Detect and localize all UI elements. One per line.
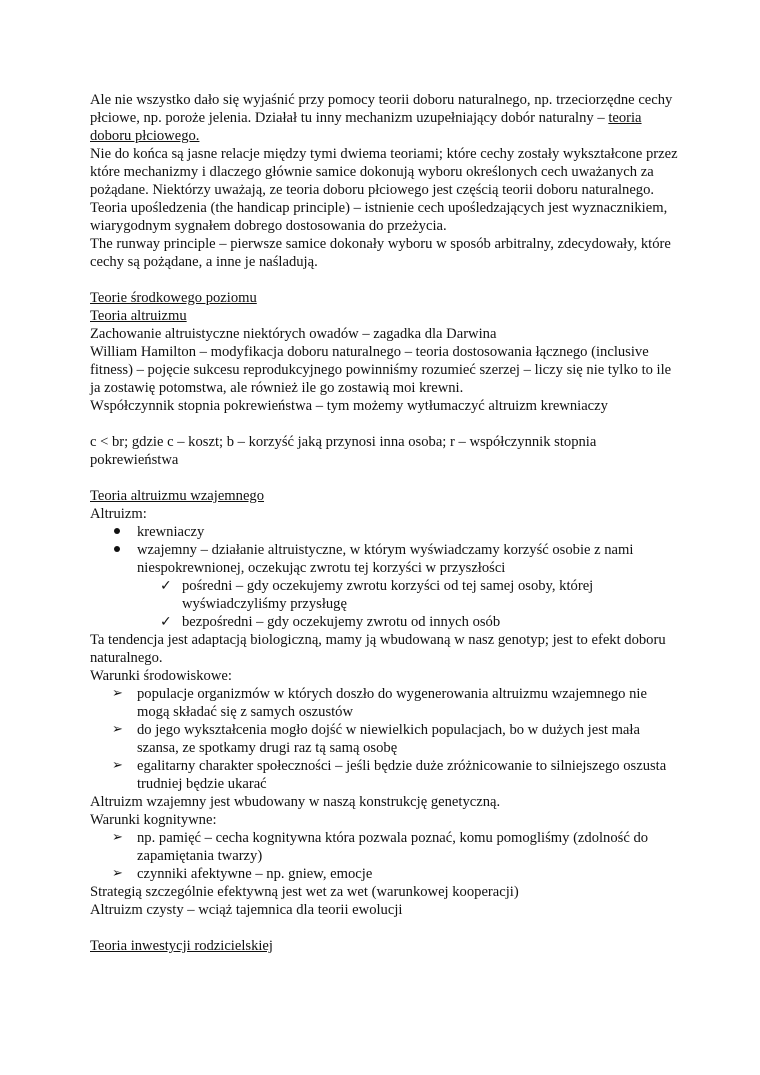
heading-middle-level: Teorie środkowego poziomu xyxy=(90,290,257,306)
list-item: ➢ do jego wykształcenia mogło dojść w niewielkich populacjach, bo w dużych jest mała szansa, ze spotkamy drugi raz tą samą osobę xyxy=(112,722,640,756)
heading-parental-investment: Teoria inwestycji rodzicielskiej xyxy=(90,938,273,954)
checkmark-icon: ✓ xyxy=(160,614,172,630)
list-item: ➢ np. pamięć – cecha kognitywna która pozwala poznać, komu pomogliśmy (zdolność do zapamiętania twarzy) xyxy=(112,830,649,864)
list-item: ✓ bezpośredni – gdy oczekujemy zwrotu od innych osób xyxy=(160,614,501,630)
sexual-selection-term: teoria doboru płciowego. xyxy=(90,110,642,144)
paragraph-runway: The runway principle – pierwsze samice dokonały wyboru w sposób arbitralny, zdecydowały, które cechy są pożądane, a inne je naśladują. xyxy=(90,236,671,270)
arrow-bullet-icon: ➢ xyxy=(112,686,123,701)
bullet-icon xyxy=(114,528,120,534)
list-item: ➢ populacje organizmów w których doszło do wygenerowania altruizmu wzajemnego nie mogą składać się z samych oszustów xyxy=(112,686,647,720)
paragraph-handicap: Teoria upośledzenia (the handicap principle) – istnienie cech upośledzających jest wyznacznikiem, wiarygodnym sygnałem dobrego dostosowania do przeżycia. xyxy=(90,200,668,234)
label-cognitive-conditions: Warunki kognitywne: xyxy=(90,812,217,828)
spacer xyxy=(90,469,680,487)
paragraph-pure-altruism: Altruizm czysty – wciąż tajemnica dla teorii ewolucji xyxy=(90,902,403,918)
arrow-bullet-icon: ➢ xyxy=(112,866,123,881)
spacer xyxy=(90,271,680,289)
label-environmental-conditions: Warunki środowiskowe: xyxy=(90,668,232,684)
spacer xyxy=(90,415,680,433)
checkmark-icon: ✓ xyxy=(160,578,172,594)
label-altruism: Altruizm: xyxy=(90,506,147,522)
list-item: ✓ pośredni – gdy oczekujemy zwrotu korzyści od tej samej osoby, której wyświadczyliśmy przysługę xyxy=(160,578,594,612)
heading-reciprocal-altruism: Teoria altruizmu wzajemnego xyxy=(90,488,265,504)
arrow-bullet-icon: ➢ xyxy=(112,830,123,845)
environmental-conditions-list xyxy=(90,685,680,793)
document-body xyxy=(90,91,680,955)
spacer xyxy=(90,919,680,937)
paragraph-tit-for-tat: Strategią szczególnie efektywną jest wet za wet (warunkowej kooperacji) xyxy=(90,884,519,900)
paragraph-text: Ale nie wszystko dało się wyjaśnić przy pomocy teorii doboru naturalnego, np. trzeciorzędne cechy płciowe, np. poroże jelenia. Działał tu inny mechanizm uzupełniający dobór naturalny – xyxy=(90,92,673,126)
list-item: krewniaczy xyxy=(90,523,680,541)
paragraph-genetic: Altruizm wzajemny jest wbudowany w naszą konstrukcję genetyczną. xyxy=(90,794,501,810)
paragraph-adaptation: Ta tendencja jest adaptacją biologiczną, mamy ją wbudowaną w nasz genotyp; jest to efekt doboru naturalnego. xyxy=(90,632,666,666)
paragraph-insects: Zachowanie altruistyczne niektórych owadów – zagadka dla Darwina xyxy=(90,326,497,342)
cognitive-conditions-list xyxy=(90,829,680,883)
paragraph-relatedness: Współczynnik stopnia pokrewieństwa – tym możemy wytłumaczyć altruizm krewniaczy xyxy=(90,398,608,414)
arrow-bullet-icon: ➢ xyxy=(112,758,123,773)
paragraph-relations: Nie do końca są jasne relacje między tymi dwiema teoriami; które cechy zostały wykształcone przez które mechanizmy i dlaczego głównie samice dokonują wyboru określonych cech uważanych za pożądane. Niektórzy uważają, ze teoria doboru płciowego jest częścią teorii doboru naturalnego. xyxy=(90,146,678,198)
bullet-icon xyxy=(114,546,120,552)
list-item: ➢ czynniki afektywne – np. gniew, emocje xyxy=(112,866,373,882)
paragraph-hamilton: William Hamilton – modyfikacja doboru naturalnego – teoria dostosowania łącznego (inclusive fitness) – pojęcie sukcesu reprodukcyjnego powinniśmy rozumieć szerzej – liczy się nie tylko to ile ja zostawię potomstwa, ale również ile go zostawią moi krewni. xyxy=(90,344,672,396)
paragraph-sexual-selection xyxy=(90,91,680,145)
hamilton-rule: c < br; gdzie c – koszt; b – korzyść jaką przynosi inna osoba; r – współczynnik stopnia pokrewieństwa xyxy=(90,434,597,468)
arrow-bullet-icon: ➢ xyxy=(112,722,123,737)
list-item: ➢ egalitarny charakter społeczności – jeśli będzie duże zróżnicowanie to silniejszego oszusta trudniej będzie ukarać xyxy=(112,758,667,792)
altruism-types-list xyxy=(90,523,680,631)
list-item: wzajemny – działanie altruistyczne, w którym wyświadczamy korzyść osobie z nami niespokrewnionej, oczekując zwrotu tej korzyści w przyszłości xyxy=(90,541,680,577)
heading-altruism: Teoria altruizmu xyxy=(90,308,187,324)
